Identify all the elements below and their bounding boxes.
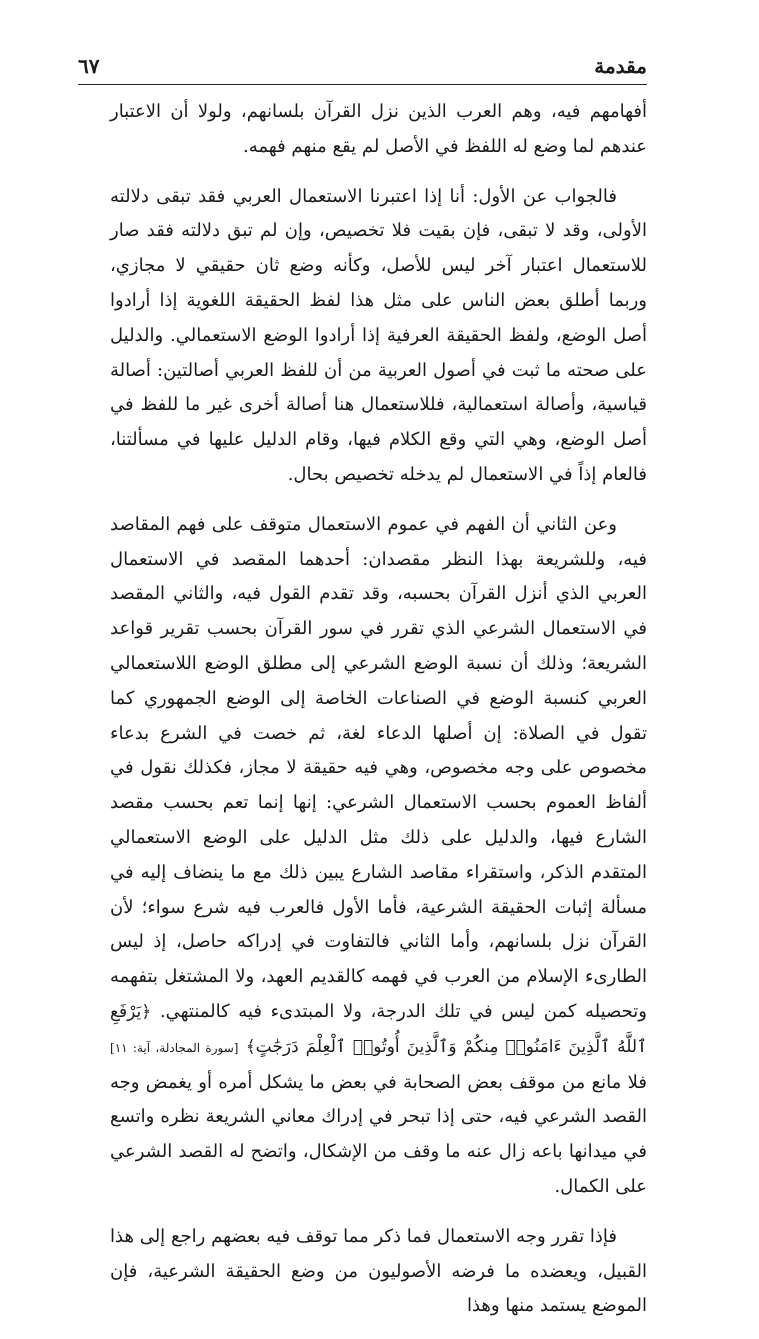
chapter-title: مقدمة: [594, 54, 647, 78]
page-number: ٦٧: [78, 54, 100, 78]
paragraph: فإذا تقرر وجه الاستعمال فما ذكر مما توقف فيه بعضهم راجع إلى هذا القبيل، ويعضده ما فرضه الأصوليون من وضع الحقيقة الشرعية، فإن الموضع يستمد منها وهذا: [110, 1225, 647, 1317]
paragraph: فالجواب عن الأول: أنا إذا اعتبرنا الاستعمال العربي فقد تبقى دلالته الأولى، وقد لا تبقى، فإن بقيت فلا تخصيص، وإن لم تبق دلالته فقد صار للاستعمال اعتبار آخر ليس للأصل، وكأنه وضع ثان حقيقي لا مجازي، وربما أطلق بعض الناس على مثل هذا لفظ الحقيقة اللغوية إذا أرادوا أصل الوضع، ولفظ الحقيقة العرفية إذا أرادوا الوضع الاستعمالي. والدليل على صحته ما ثبت في أصول العربية من أن للفظ العربي أصالتين: أصالة قياسية، وأصالة استعمالية، فللاستعمال هنا أصالة أخرى غير ما للفظ في أصل الوضع، وهي التي وقع الكلام فيها، وقام الدليل عليها في مسألتنا، فالعام إذاً في الاستعمال لم يدخله تخصيص بحال.: [110, 185, 647, 485]
body-text: [110, 95, 647, 1339]
running-header: [78, 46, 647, 85]
paragraph-text-continued: فلا مانع من موقف بعض الصحابة في بعض ما يشكل أمره أو يغمض وجه القصد الشرعي فيه، حتى إذا تبحر في إدراك معاني الشريعة نظره واتسع في ميدانها باعه زال عنه ما وقف من الإشكال، واتضح له القصد الشرعي على الكمال.: [110, 1071, 647, 1197]
quran-verse: ﴿يَرْفَعِ ٱللَّهُ ٱلَّذِينَ ءَامَنُوا۟ مِنكُمْ وَٱلَّذِينَ أُوتُوا۟ ٱلْعِلْمَ دَرَجَٰتٍ﴾: [110, 1001, 647, 1057]
paragraph: [110, 508, 647, 1205]
verse-reference: [سورة المجادلة، آية: ١١]: [110, 1040, 239, 1055]
paragraph: أفهامهم فيه، وهم العرب الذين نزل القرآن بلسانهم، ولولا أن الاعتبار عندهم لما وضع له اللفظ في الأصل لم يقع منهم فهمه.: [110, 101, 647, 157]
paragraph-text: وعن الثاني أن الفهم في عموم الاستعمال متوقف على فهم المقاصد فيه، وللشريعة بهذا النظر مقصدان: أحدهما المقصد في الاستعمال العربي الذي أنزل القرآن بحسبه، وقد تقدم القول فيه، والثاني المقصد في الاستعمال الشرعي الذي تقرر في سور القرآن بحسب تقرير قواعد الشريعة؛ وذلك أن نسبة الوضع الشرعي إلى مطلق الوضع اللاستعمالي العربي كنسبة الوضع في الصناعات الخاصة إلى الوضع الجمهوري كما تقول في الصلاة: إن أصلها الدعاء لغة، ثم خصت في الشرع بدعاء مخصوص على وجه مخصوص، وهي فيه حقيقة لا مجاز، فكذلك نقول في ألفاظ العموم بحسب الاستعمال الشرعي: إنها إنما تعم بحسب مقصد الشارع فيها، والدليل على ذلك مثل الدليل على الوضع الاستعمالي المتقدم الذكر، واستقراء مقاصد الشارع يبين ذلك مع ما ينضاف إليه في مسألة إثبات الحقيقة الشرعية، فأما الأول فالعرب فيه شرع سواء؛ لأن القرآن نزل بلسانهم، وأما الثاني فالتفاوت في إدراكه حاصل، إذ ليس الطارىء الإسلام من العرب في فهمه كالقديم العهد، ولا المشتغل بتفهمه وتحصيله كمن ليس في تلك الدرجة، ولا المبتدىء فيه كالمنتهي.: [110, 513, 647, 1022]
